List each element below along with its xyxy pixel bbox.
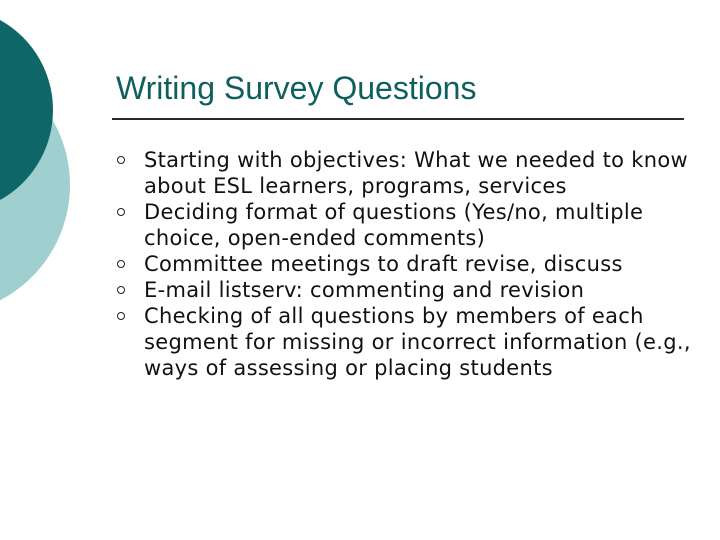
bullet-text: Starting with objectives: What we needed to know about ESL learners, programs, services [144, 148, 688, 198]
bullet-list [112, 147, 692, 381]
hollow-circle-bullet-icon [117, 156, 125, 164]
bullet-text: Deciding format of questions (Yes/no, multiple choice, open-ended comments) [144, 200, 644, 250]
bullet-item [112, 147, 692, 199]
bullet-text: Committee meetings to draft revise, discuss [144, 252, 623, 276]
hollow-circle-bullet-icon [117, 312, 125, 320]
hollow-circle-bullet-icon [117, 208, 125, 216]
bullet-item [112, 199, 692, 251]
hollow-circle-bullet-icon [117, 286, 125, 294]
title-divider [112, 118, 684, 120]
slide-title: Writing Survey Questions [116, 70, 477, 106]
bullet-item [112, 303, 692, 381]
bullet-item [112, 251, 692, 277]
hollow-circle-bullet-icon [117, 260, 125, 268]
bullet-text: E-mail listserv: commenting and revision [144, 278, 585, 302]
bullet-text: Checking of all questions by members of each segment for missing or incorrect information (e.g., ways of assessing or placing students [144, 304, 691, 380]
bullet-item [112, 277, 692, 303]
